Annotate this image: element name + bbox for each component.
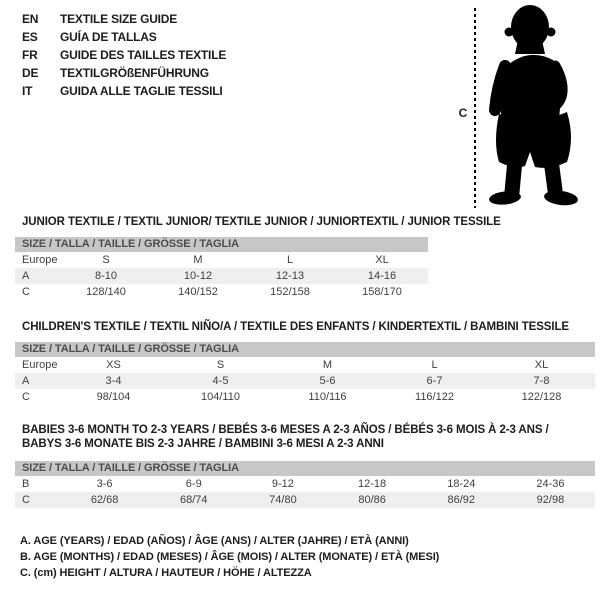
row-cell: 74/80 [269, 494, 297, 506]
size-bar-header: SIZE / TALLA / TAILLE / GRÖSSE / TAGLIA [15, 461, 595, 476]
row-cell: S [102, 254, 110, 266]
language-code: DE [22, 66, 39, 80]
row-cell: 80/86 [358, 494, 386, 506]
language-guide-list [22, 10, 226, 100]
row-cell: 24-36 [536, 478, 565, 490]
row-cell: XS [106, 359, 121, 371]
row-cell: M [193, 254, 203, 266]
guide-title: GUÍA DE TALLAS [60, 30, 157, 44]
junior-size-table [15, 237, 428, 300]
row-label: Europe [22, 359, 58, 371]
row-cell: 68/74 [179, 494, 208, 506]
language-code: EN [22, 12, 39, 26]
children-table-rows [15, 357, 595, 405]
junior-table-rows [15, 252, 428, 300]
table-row [15, 389, 595, 405]
guide-title: TEXTILGRÖßENFÜHRUNG [60, 66, 209, 80]
children-table-title: CHILDREN'S TEXTILE / TEXTIL NIÑO/A / TEXTILE DES ENFANTS / KINDERTEXTIL / BAMBINI TESSILE [22, 321, 569, 333]
row-cell: 152/158 [270, 286, 310, 298]
language-line-es [22, 28, 226, 46]
row-cell: 6-7 [426, 375, 443, 387]
row-cell: 7-8 [533, 375, 550, 387]
height-measure-figure [455, 0, 600, 215]
row-cell: 5-6 [319, 375, 336, 387]
row-label: B [22, 478, 30, 490]
table-row [15, 268, 428, 284]
baby-silhouette-icon [485, 2, 595, 212]
row-cell: 8-10 [94, 270, 118, 282]
row-cell: 62/68 [90, 494, 119, 506]
language-line-fr [22, 46, 226, 64]
row-cell: 4-5 [212, 375, 229, 387]
language-line-en [22, 10, 226, 28]
table-row [15, 476, 595, 492]
row-cell: 104/110 [201, 391, 240, 403]
row-cell: 128/140 [86, 286, 126, 298]
row-cell: L [431, 359, 438, 371]
guide-title: GUIDE DES TAILLES TEXTILE [60, 48, 227, 62]
row-label: C [22, 494, 30, 506]
babies-size-table [15, 461, 595, 508]
row-cell: XL [375, 254, 389, 266]
babies-table-title-line2: BABYS 3-6 MONATE BIS 2-3 JAHRE / BAMBINI 3-6 MESI A 2-3 ANNI [22, 438, 384, 450]
language-code: ES [22, 30, 38, 44]
row-cell: M [322, 359, 333, 371]
table-row [15, 373, 595, 389]
footnote-b: B. AGE (MONTHS) / EDAD (MESES) / ÂGE (MOIS) / ALTER (MONATE) / ETÀ (MESI) [20, 551, 440, 563]
row-label: A [22, 375, 30, 387]
babies-table-rows [15, 476, 595, 508]
row-cell: 86/92 [447, 494, 476, 506]
language-code: FR [22, 48, 38, 62]
row-cell: 9-12 [271, 478, 294, 490]
row-cell: 140/152 [178, 286, 218, 298]
row-cell: 12-18 [358, 478, 387, 490]
language-line-it [22, 82, 226, 100]
row-label: C [22, 391, 30, 403]
table-row [15, 252, 428, 268]
language-code: IT [22, 84, 33, 98]
row-cell: 158/170 [362, 286, 402, 298]
size-bar-header: SIZE / TALLA / TAILLE / GRÖSSE / TAGLIA [15, 342, 595, 357]
row-cell: 10-12 [183, 270, 213, 282]
row-label: C [22, 286, 30, 298]
row-label: Europe [22, 254, 58, 266]
size-bar-header: SIZE / TALLA / TAILLE / GRÖSSE / TAGLIA [15, 237, 428, 252]
row-cell: 3-4 [105, 375, 122, 387]
footnotes [20, 533, 439, 581]
table-row [15, 492, 595, 508]
children-size-table [15, 342, 595, 405]
table-row [15, 284, 428, 300]
row-cell: XL [534, 359, 549, 371]
table-row [15, 357, 595, 373]
row-cell: 12-13 [275, 270, 305, 282]
height-measure-dotted-line [474, 8, 476, 208]
row-cell: 6-9 [185, 478, 202, 490]
language-line-de [22, 64, 226, 82]
height-measure-label: C [458, 106, 468, 120]
row-cell: S [216, 359, 225, 371]
row-cell: 116/122 [415, 391, 454, 403]
babies-table-title [22, 423, 549, 451]
row-cell: 18-24 [447, 478, 476, 490]
footnote-c: C. (cm) HEIGHT / ALTURA / HAUTEUR / HÖHE / ALTEZZA [20, 567, 312, 579]
junior-table-title: JUNIOR TEXTILE / TEXTIL JUNIOR/ TEXTILE JUNIOR / JUNIORTEXTIL / JUNIOR TESSILE [22, 216, 501, 228]
baby-silhouette-shape [488, 5, 578, 207]
guide-title: TEXTILE SIZE GUIDE [60, 12, 178, 26]
row-cell: 98/104 [96, 391, 131, 403]
row-label: A [22, 270, 30, 282]
row-cell: 122/128 [521, 391, 562, 403]
babies-table-title-line1: BABIES 3-6 MONTH TO 2-3 YEARS / BEBÉS 3-6 MESES A 2-3 AÑOS / BÉBÉS 3-6 MOIS À 2-3 ANS / [22, 424, 549, 436]
row-cell: 110/116 [308, 391, 347, 403]
row-cell: 14-16 [367, 270, 397, 282]
guide-title: GUIDA ALLE TAGLIE TESSILI [60, 84, 223, 98]
row-cell: 92/98 [536, 494, 565, 506]
row-cell: 3-6 [96, 478, 113, 490]
footnote-a: A. AGE (YEARS) / EDAD (AÑOS) / ÂGE (ANS) / ALTER (JAHRE) / ETÀ (ANNI) [20, 535, 409, 547]
row-cell: L [286, 254, 294, 266]
